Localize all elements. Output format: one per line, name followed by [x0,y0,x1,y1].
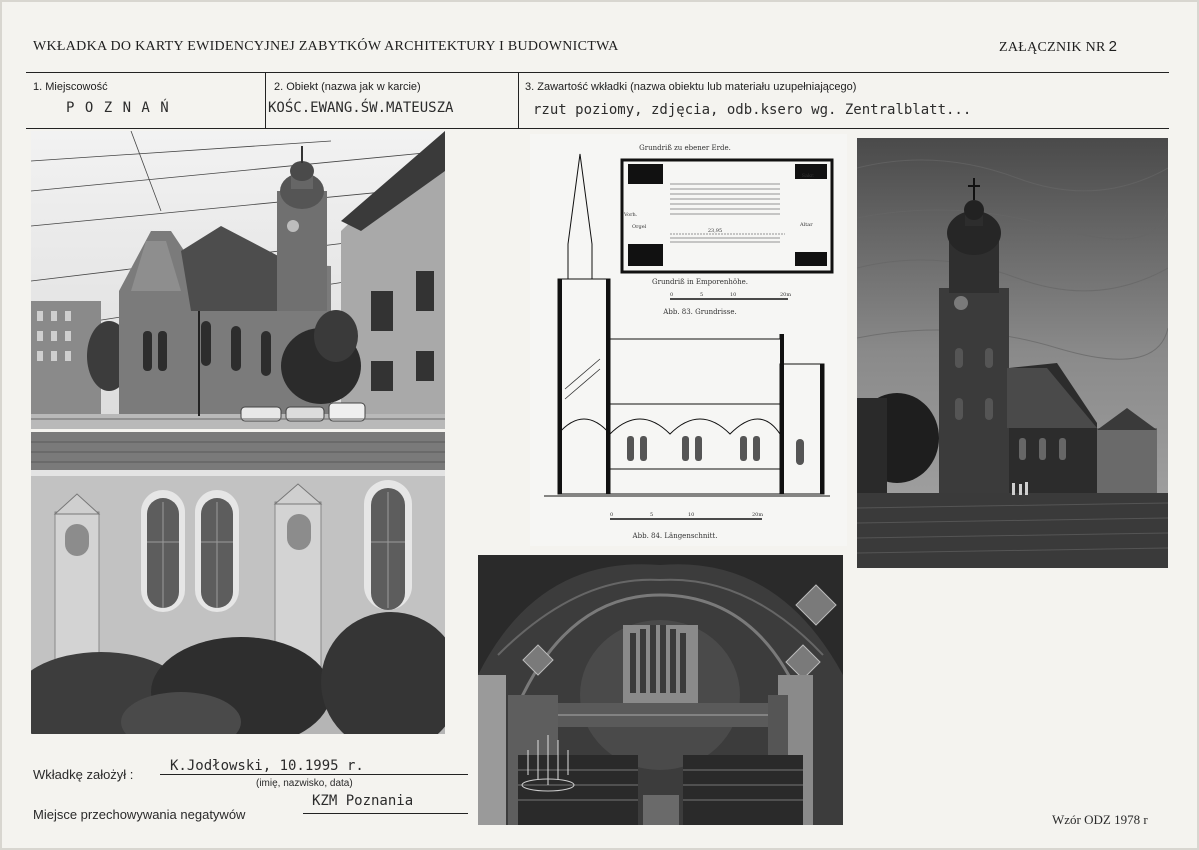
church-exterior-image [31,131,445,429]
annex-number: 2 [1108,38,1118,55]
object-value: KOŚC.EWANG.ŚW.MATEUSZA [268,100,454,116]
photo-church-facade [31,432,445,734]
contents-value: rzut poziomy, zdjęcia, odb.ksero wg. Zentralblatt... [533,102,972,118]
plan-dimension: 23,95 [707,228,723,234]
historic-engraving [857,138,1168,568]
plan-title: Grundriß zu ebener Erde. [639,144,731,152]
contents-label: 3. Zawartość wkładki (nazwa obiektu lub materiału uzupełniającego) [525,81,857,93]
section-caption: Abb. 84. Längenschnitt. [632,532,718,540]
section-scale-0: 0 [610,512,614,518]
founded-hint: (imię, nazwisko, data) [256,778,353,789]
section-scale-5: 5 [650,512,654,518]
plan-section-drawing [530,134,847,546]
room-sakr: Sakr. [801,173,815,179]
storage-rule [303,813,468,814]
sheet-title: WKŁADKA DO KARTY EWIDENCYJNEJ ZABYTKÓW ARCHITEKTURY I BUDOWNICTWA [33,39,619,54]
interior-photo [478,555,843,825]
plan-upper-title: Grundriß in Emporenhöhe. [652,278,748,286]
engraving-image [857,138,1168,568]
room-altar: Altar [800,222,813,228]
form-model: Wzór ODZ 1978 r [1052,812,1148,827]
field-divider-1 [265,72,266,129]
founded-label: Wkładkę założył : [33,767,134,782]
founded-rule [160,774,468,775]
plan-scale-20m: 20m [780,292,792,298]
field-divider-2 [518,72,519,129]
storage-label: Miejsce przechowywania negatywów [33,807,246,822]
drawing-plan-section [530,134,847,546]
locality-value: P O Z N A Ń [66,100,170,116]
section-scale-10: 10 [688,512,695,518]
plan-scale-0: 0 [670,292,674,298]
interior-image [478,555,843,825]
room-orgel: Orgel [632,224,647,230]
section-scale-20m: 20m [752,512,764,518]
plan-caption: Abb. 83. Grundrisse. [663,308,737,316]
church-facade-image [31,432,445,734]
header-rule-top [26,72,1169,73]
locality-label: 1. Miejscowość [33,81,108,93]
room-vorh: Vorh. [624,212,638,218]
founded-value: K.Jodłowski, 10.1995 r. [170,758,364,774]
header-rule-bottom [26,128,1169,129]
plan-scale-10: 10 [730,292,737,298]
plan-scale-5: 5 [700,292,704,298]
object-label: 2. Obiekt (nazwa jak w karcie) [274,81,421,93]
annex-label-text: ZAŁĄCZNIK NR [999,40,1106,55]
storage-value: KZM Poznania [312,793,414,809]
photo-church-exterior [31,131,445,429]
annex-label [999,38,1117,56]
